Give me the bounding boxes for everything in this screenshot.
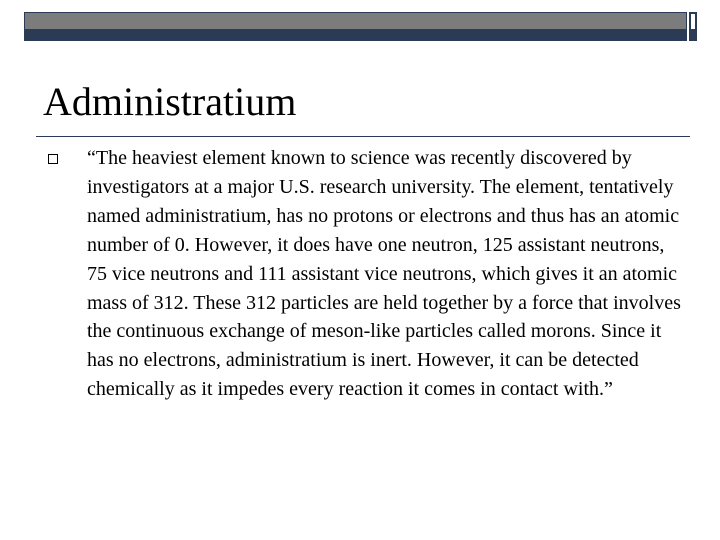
hollow-square-bullet-icon	[48, 154, 58, 164]
header-bar-stripe	[24, 29, 687, 40]
slide-title: Administratium	[43, 79, 297, 124]
bullet-text: “The heaviest element known to science was recently discovered by investigators at a major U.S. research university. The element, tentatively named administratium, has no protons or electrons and thus has an atomic number of 0. However, it does have one neutron, 125 assistant neutrons, 75 vice neutrons and 111 assistant vice neutrons, which gives it an atomic mass of 312. These 312 particles are held together by a force that involves the continuous exchange of meson-like particles called morons. Since it has no electrons, administratium is inert. However, it can be detected chemically as it impedes every reaction it comes in contact with.”	[87, 147, 681, 401]
title-underline	[36, 136, 690, 137]
header-corner-mark	[690, 29, 696, 40]
